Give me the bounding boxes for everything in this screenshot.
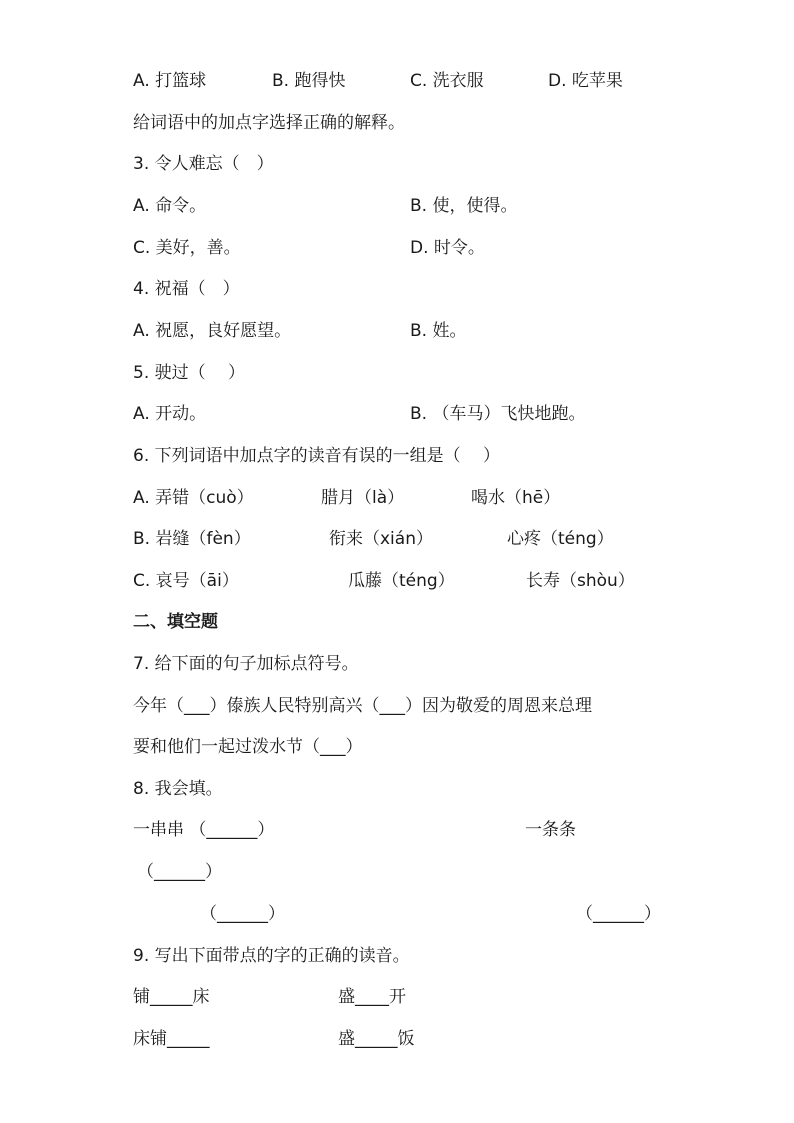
q9-stem: 9. 写出下面带点的字的正确的读音。 bbox=[133, 946, 410, 966]
q5-option-a: A. 开动。 bbox=[133, 404, 207, 424]
q8-stem: 8. 我会填。 bbox=[133, 779, 223, 799]
q3-option-a: A. 命令。 bbox=[133, 196, 207, 216]
q2-option-a: A. 打篮球 bbox=[133, 71, 207, 91]
q3-option-d: D. 时令。 bbox=[410, 238, 485, 258]
q9-item: 床铺_____ bbox=[133, 1029, 210, 1049]
instruction: 给词语中的加点字选择正确的解释。 bbox=[133, 113, 405, 133]
q3-option-b: B. 使，使得。 bbox=[410, 196, 518, 216]
q2-option-d: D. 吃苹果 bbox=[548, 71, 623, 91]
q9-item: 盛_____饭 bbox=[338, 1029, 415, 1049]
q8-blank: （______） bbox=[137, 862, 222, 882]
q4-stem: 4. 祝福（ ） bbox=[133, 279, 240, 299]
q7-stem: 7. 给下面的句子加标点符号。 bbox=[133, 654, 359, 674]
q6-option-c-word1: C. 哀号（āi） bbox=[133, 571, 239, 591]
q6-option-a-word3: 喝水（hē） bbox=[471, 488, 561, 508]
q2-option-b: B. 跑得快 bbox=[272, 71, 346, 91]
q7-sentence-line1: 今年（___）傣族人民特别高兴（___）因为敬爱的周恩来总理 bbox=[133, 696, 592, 716]
q6-option-b-word1: B. 岩缝（fèn） bbox=[133, 529, 251, 549]
q6-option-c-word3: 长寿（shòu） bbox=[526, 571, 635, 591]
q2-option-c: C. 洗衣服 bbox=[410, 71, 484, 91]
q5-option-b: B. （车马）飞快地跑。 bbox=[410, 404, 586, 424]
q4-option-b: B. 姓。 bbox=[410, 321, 467, 341]
q6-option-c-word2: 瓜藤（téng） bbox=[348, 571, 455, 591]
q6-option-a-word2: 腊月（là） bbox=[321, 488, 405, 508]
q6-stem: 6. 下列词语中加点字的读音有误的一组是（ ） bbox=[133, 446, 501, 466]
q8-blank: （______） bbox=[200, 904, 285, 924]
q4-option-a: A. 祝愿，良好愿望。 bbox=[133, 321, 292, 341]
q8-item-right: 一条条 bbox=[525, 820, 576, 840]
q6-option-b-word2: 衔来（xián） bbox=[329, 529, 433, 549]
q7-sentence-line2: 要和他们一起过泼水节（___） bbox=[133, 737, 363, 757]
q6-option-a-word1: A. 弄错（cuò） bbox=[133, 488, 254, 508]
q9-item: 盛____开 bbox=[338, 987, 406, 1007]
q5-stem: 5. 驶过（ ） bbox=[133, 363, 246, 383]
q8-item-left: 一串串 （______） bbox=[133, 820, 275, 840]
section-heading: 二、填空题 bbox=[133, 612, 218, 632]
q3-option-c: C. 美好，善。 bbox=[133, 238, 241, 258]
q3-stem: 3. 令人难忘（ ） bbox=[133, 154, 274, 174]
q9-item: 铺_____床 bbox=[133, 987, 210, 1007]
q8-blank: （______） bbox=[576, 904, 661, 924]
q6-option-b-word3: 心疼（téng） bbox=[507, 529, 614, 549]
